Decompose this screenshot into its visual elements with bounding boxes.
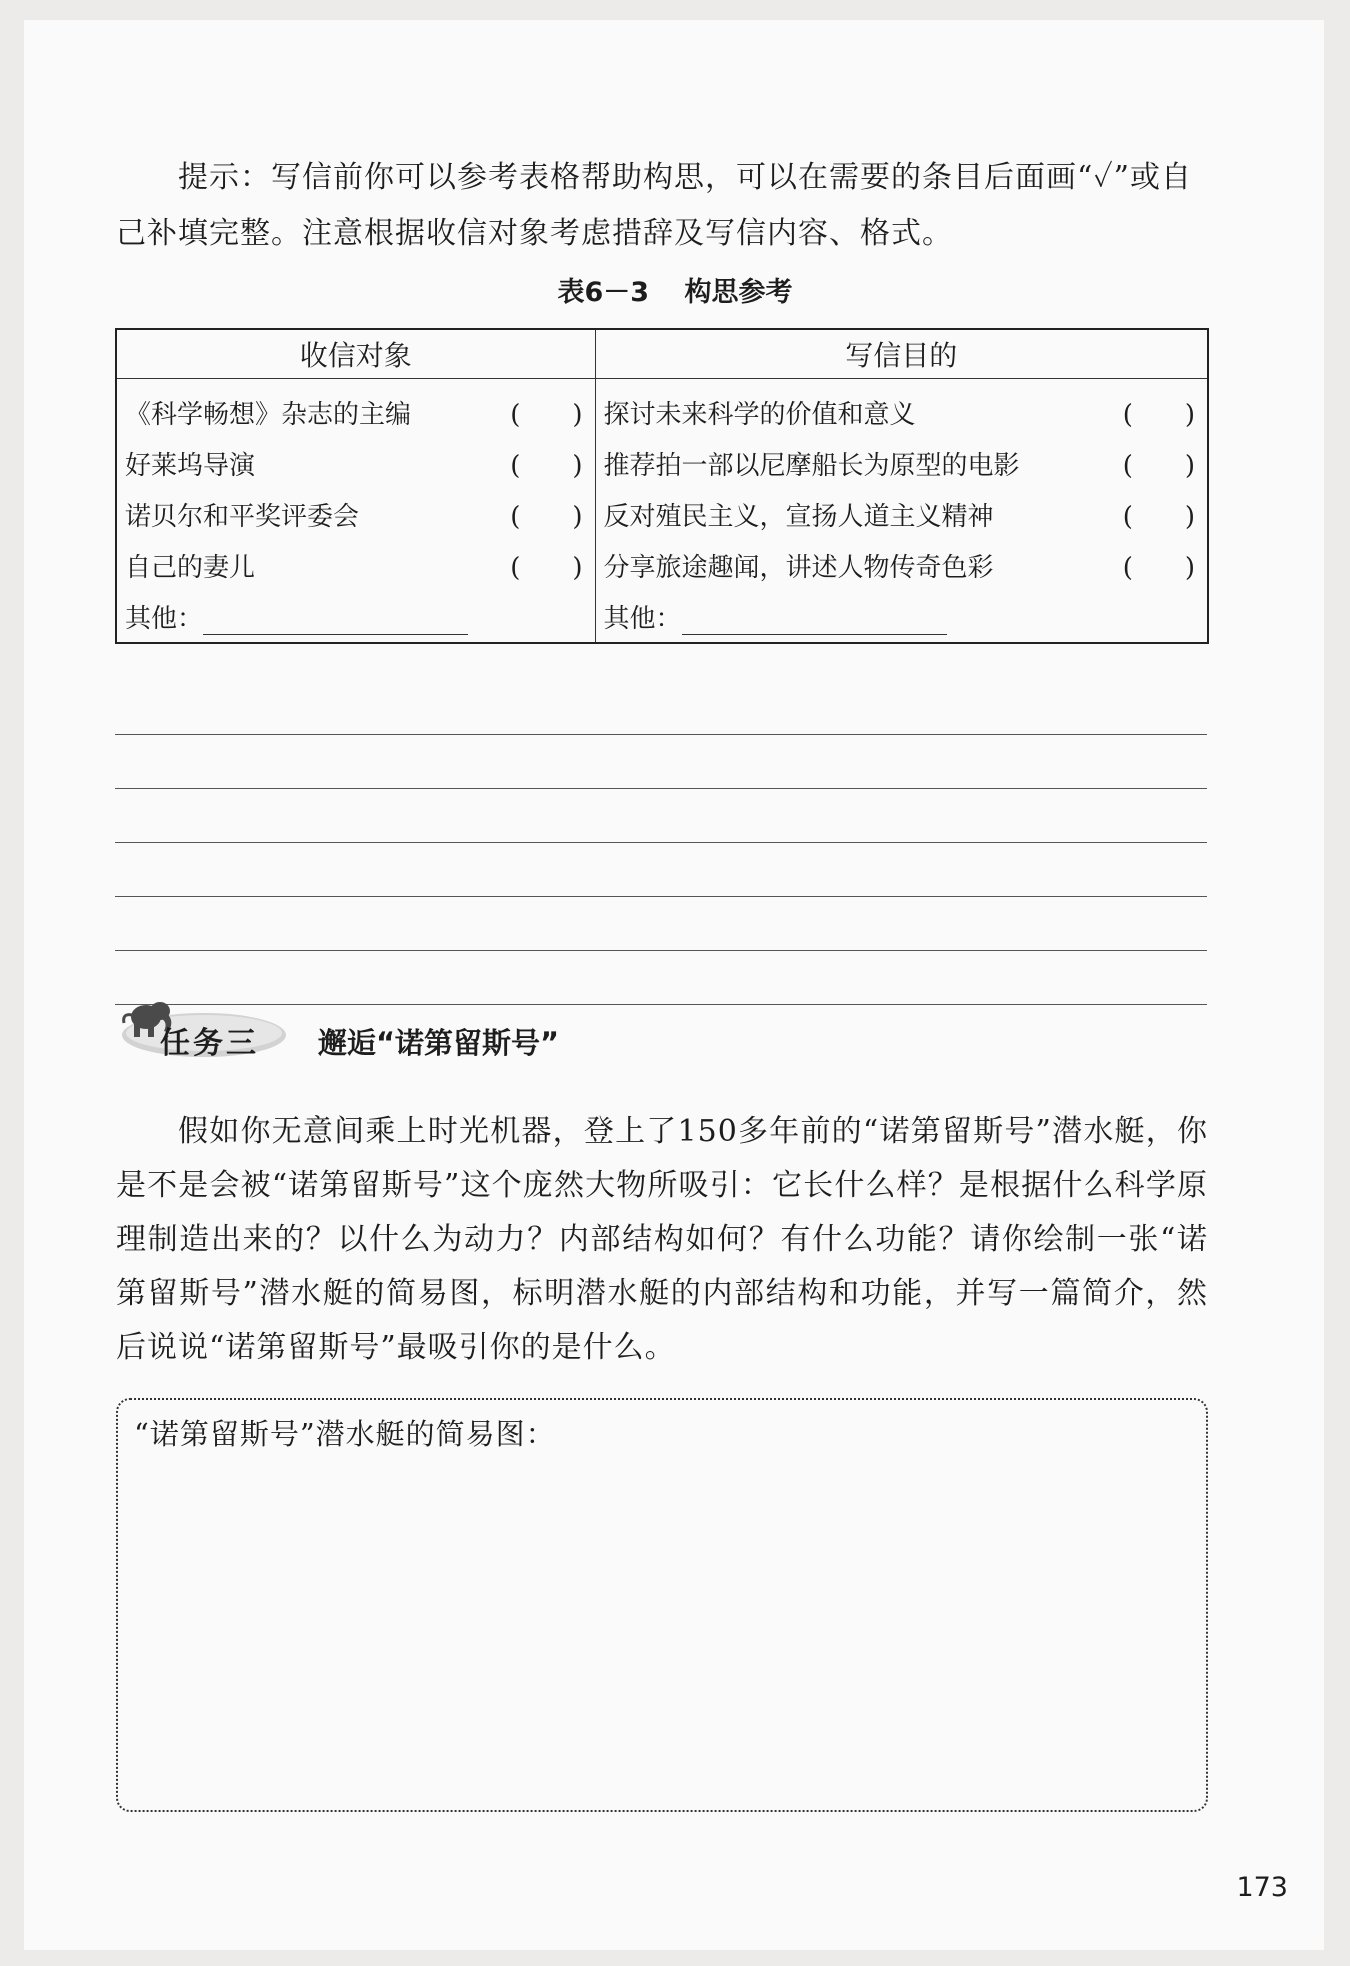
purpose-option: 推荐拍一部以尼摩船长为原型的电影 bbox=[603, 451, 1020, 481]
check-parentheses[interactable]: ( ) bbox=[1122, 553, 1195, 583]
writing-line[interactable] bbox=[115, 682, 1207, 735]
writing-line[interactable] bbox=[115, 898, 1207, 951]
task-label: 任务三 bbox=[160, 1026, 259, 1061]
writing-lines[interactable] bbox=[115, 682, 1207, 1006]
check-parentheses[interactable]: ( ) bbox=[1122, 502, 1195, 532]
table-row bbox=[116, 379, 1208, 439]
table-caption-title: 构思参考 bbox=[684, 277, 793, 308]
recipient-option: 《科学畅想》杂志的主编 bbox=[125, 400, 412, 430]
task-description: 假如你无意间乘上时光机器，登上了150多年前的“诺第留斯号”潜水艇，你是不是会被“诺第留斯号”这个庞然大物所吸引：它长什么样？是根据什么科学原理制造出来的？以什么为动力？内部结构如何？有什么功能？请你绘制一张“诺第留斯号”潜水艇的简易图，标明潜水艇的内部结构和功能，并写一篇简介，然后说说“诺第留斯号”最吸引你的是什么。 bbox=[116, 1114, 1208, 1365]
drawing-area-label: “诺第留斯号”潜水艇的简易图： bbox=[134, 1417, 556, 1451]
check-parentheses[interactable]: ( ) bbox=[1122, 451, 1195, 481]
page-number: 173 bbox=[1236, 1872, 1288, 1903]
other-purpose-label: 其他： bbox=[603, 604, 682, 634]
check-parentheses[interactable]: ( ) bbox=[510, 451, 583, 481]
check-parentheses[interactable]: ( ) bbox=[510, 553, 583, 583]
header-recipient: 收信对象 bbox=[116, 329, 595, 379]
check-parentheses[interactable]: ( ) bbox=[510, 502, 583, 532]
table-row bbox=[116, 540, 1208, 591]
task-title: 邂逅“诺第留斯号” bbox=[318, 1026, 560, 1060]
table-row bbox=[116, 489, 1208, 540]
other-purpose-blank[interactable] bbox=[682, 610, 947, 635]
writing-line[interactable] bbox=[115, 790, 1207, 843]
recipient-option: 诺贝尔和平奖评委会 bbox=[125, 502, 360, 532]
recipient-option: 好莱坞导演 bbox=[125, 451, 256, 481]
header-purpose: 写信目的 bbox=[595, 329, 1208, 379]
drawing-area[interactable] bbox=[116, 1398, 1208, 1812]
table-row-other bbox=[116, 591, 1208, 643]
table-caption-number: 表6－3 bbox=[557, 277, 650, 308]
check-parentheses[interactable]: ( ) bbox=[1122, 400, 1195, 430]
table-caption bbox=[0, 270, 1350, 309]
purpose-option: 探讨未来科学的价值和意义 bbox=[603, 400, 916, 430]
planning-table bbox=[115, 328, 1209, 644]
purpose-option: 反对殖民主义，宣扬人道主义精神 bbox=[603, 502, 994, 532]
table-row bbox=[116, 438, 1208, 489]
other-recipient-label: 其他： bbox=[125, 604, 204, 634]
hint-paragraph: 提示：写信前你可以参考表格帮助构思，可以在需要的条目后面画“✓”或自己补填完整。注意根据收信对象考虑措辞及写信内容、格式。 bbox=[116, 160, 1193, 251]
other-recipient-blank[interactable] bbox=[203, 610, 468, 635]
recipient-option: 自己的妻儿 bbox=[125, 553, 256, 583]
writing-line[interactable] bbox=[115, 844, 1207, 897]
check-parentheses[interactable]: ( ) bbox=[510, 400, 583, 430]
purpose-option: 分享旅途趣闻，讲述人物传奇色彩 bbox=[603, 553, 994, 583]
writing-line[interactable] bbox=[115, 736, 1207, 789]
